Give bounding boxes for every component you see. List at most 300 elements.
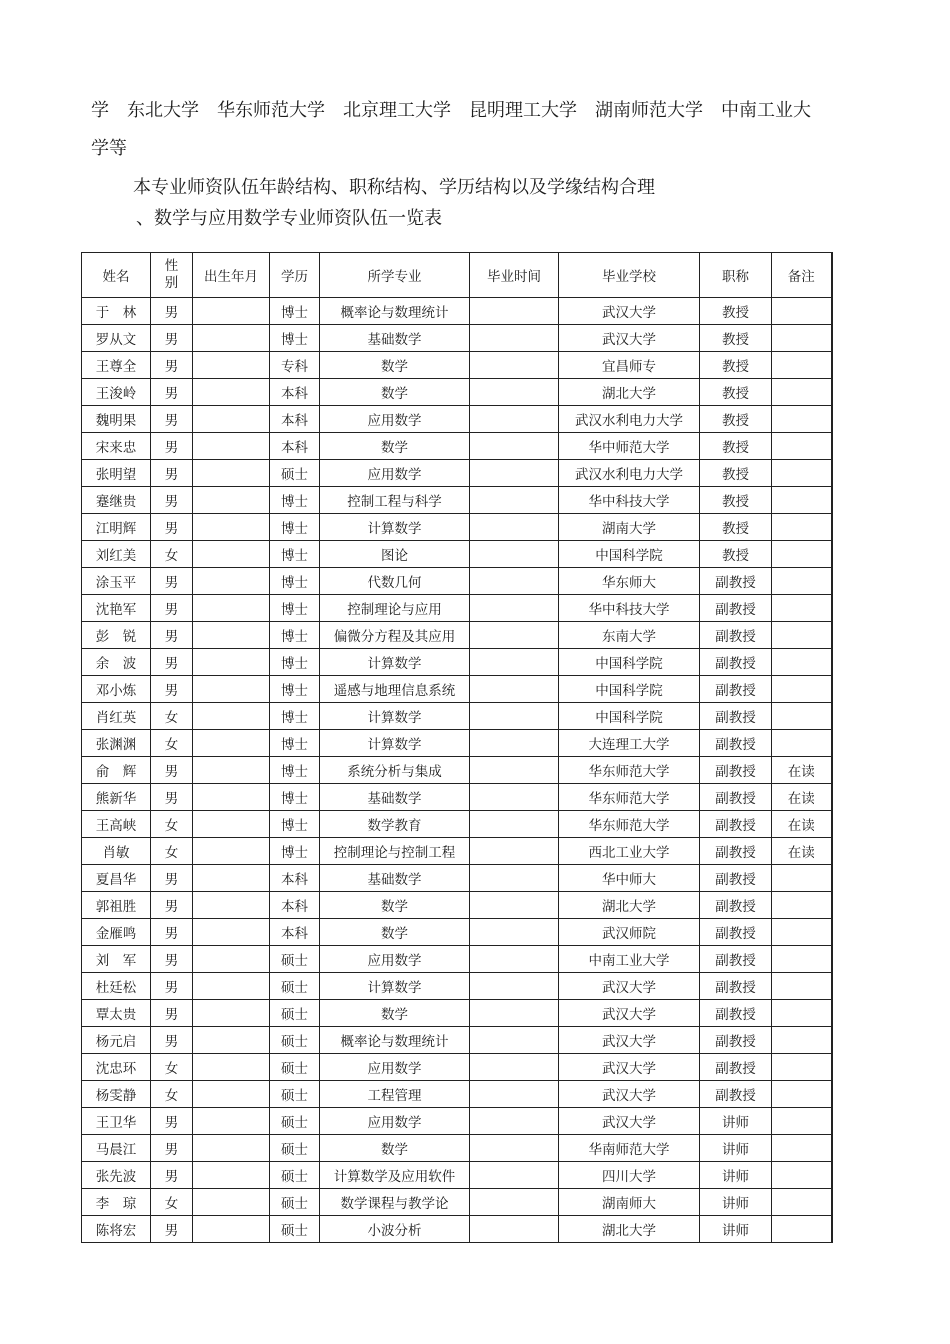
cell-major: 概率论与数理统计 bbox=[320, 1027, 470, 1054]
cell-major: 代数几何 bbox=[320, 568, 470, 595]
cell-major: 数学 bbox=[320, 352, 470, 379]
cell-graduation-time bbox=[470, 622, 559, 649]
cell-degree: 博士 bbox=[270, 784, 320, 811]
cell-degree: 硕士 bbox=[270, 460, 320, 487]
cell-graduation-time bbox=[470, 1027, 559, 1054]
cell-school: 武汉大学 bbox=[559, 1000, 700, 1027]
cell-degree: 硕士 bbox=[270, 1135, 320, 1162]
cell-name: 沈艳军 bbox=[82, 595, 151, 622]
cell-major: 遥感与地理信息系统 bbox=[320, 676, 470, 703]
cell-sex: 男 bbox=[151, 1135, 193, 1162]
cell-degree: 专科 bbox=[270, 352, 320, 379]
cell-remarks bbox=[772, 460, 832, 487]
table-row bbox=[82, 568, 832, 595]
cell-graduation-time bbox=[470, 487, 559, 514]
table-row bbox=[82, 1000, 832, 1027]
cell-sex: 男 bbox=[151, 325, 193, 352]
cell-birth bbox=[193, 1081, 270, 1108]
cell-birth bbox=[193, 1216, 270, 1243]
cell-remarks bbox=[772, 676, 832, 703]
cell-birth bbox=[193, 676, 270, 703]
table-row bbox=[82, 784, 832, 811]
cell-graduation-time bbox=[470, 541, 559, 568]
cell-school: 中国科学院 bbox=[559, 649, 700, 676]
table-row bbox=[82, 757, 832, 784]
cell-degree: 本科 bbox=[270, 433, 320, 460]
table-row bbox=[82, 379, 832, 406]
table-row bbox=[82, 838, 832, 865]
cell-school: 中国科学院 bbox=[559, 676, 700, 703]
cell-title: 副教授 bbox=[700, 1081, 772, 1108]
cell-remarks bbox=[772, 1216, 832, 1243]
cell-remarks bbox=[772, 568, 832, 595]
cell-sex: 男 bbox=[151, 865, 193, 892]
cell-school: 东南大学 bbox=[559, 622, 700, 649]
cell-degree: 本科 bbox=[270, 406, 320, 433]
cell-degree: 硕士 bbox=[270, 1162, 320, 1189]
cell-name: 马晨江 bbox=[82, 1135, 151, 1162]
cell-title: 教授 bbox=[700, 487, 772, 514]
cell-sex: 女 bbox=[151, 730, 193, 757]
cell-name: 刘 军 bbox=[82, 946, 151, 973]
cell-degree: 本科 bbox=[270, 865, 320, 892]
cell-school: 武汉水利电力大学 bbox=[559, 406, 700, 433]
cell-graduation-time bbox=[470, 730, 559, 757]
cell-degree: 硕士 bbox=[270, 946, 320, 973]
cell-sex: 男 bbox=[151, 1162, 193, 1189]
cell-school: 华东师大 bbox=[559, 568, 700, 595]
cell-school: 中国科学院 bbox=[559, 703, 700, 730]
cell-school: 武汉水利电力大学 bbox=[559, 460, 700, 487]
cell-graduation-time bbox=[470, 406, 559, 433]
cell-title: 副教授 bbox=[700, 919, 772, 946]
cell-school: 西北工业大学 bbox=[559, 838, 700, 865]
cell-major: 计算数学 bbox=[320, 730, 470, 757]
header-sex: 性别 bbox=[151, 253, 193, 298]
cell-degree: 硕士 bbox=[270, 973, 320, 1000]
cell-major: 数学 bbox=[320, 433, 470, 460]
cell-birth bbox=[193, 838, 270, 865]
cell-school: 宜昌师专 bbox=[559, 352, 700, 379]
cell-graduation-time bbox=[470, 973, 559, 1000]
cell-remarks bbox=[772, 352, 832, 379]
cell-title: 副教授 bbox=[700, 784, 772, 811]
table-row bbox=[82, 919, 832, 946]
cell-birth bbox=[193, 541, 270, 568]
cell-sex: 男 bbox=[151, 1000, 193, 1027]
cell-name: 俞 辉 bbox=[82, 757, 151, 784]
cell-degree: 硕士 bbox=[270, 1081, 320, 1108]
cell-name: 杜廷松 bbox=[82, 973, 151, 1000]
cell-degree: 硕士 bbox=[270, 1216, 320, 1243]
cell-sex: 男 bbox=[151, 676, 193, 703]
cell-graduation-time bbox=[470, 595, 559, 622]
cell-remarks bbox=[772, 1135, 832, 1162]
cell-degree: 硕士 bbox=[270, 1189, 320, 1216]
cell-major: 数学 bbox=[320, 379, 470, 406]
cell-sex: 男 bbox=[151, 298, 193, 325]
cell-sex: 女 bbox=[151, 1189, 193, 1216]
cell-sex: 男 bbox=[151, 649, 193, 676]
table-row bbox=[82, 649, 832, 676]
cell-degree: 本科 bbox=[270, 379, 320, 406]
cell-major: 应用数学 bbox=[320, 1108, 470, 1135]
table-row bbox=[82, 1054, 832, 1081]
table-row bbox=[82, 1081, 832, 1108]
header-birth: 出生年月 bbox=[193, 253, 270, 298]
cell-name: 江明辉 bbox=[82, 514, 151, 541]
cell-name: 张明望 bbox=[82, 460, 151, 487]
cell-name: 陈将宏 bbox=[82, 1216, 151, 1243]
cell-school: 武汉大学 bbox=[559, 298, 700, 325]
table-row bbox=[82, 622, 832, 649]
cell-remarks bbox=[772, 1054, 832, 1081]
table-row bbox=[82, 352, 832, 379]
cell-title: 教授 bbox=[700, 460, 772, 487]
cell-sex: 男 bbox=[151, 406, 193, 433]
cell-sex: 男 bbox=[151, 595, 193, 622]
cell-major: 系统分析与集成 bbox=[320, 757, 470, 784]
cell-degree: 博士 bbox=[270, 730, 320, 757]
table-row bbox=[82, 946, 832, 973]
header-name: 姓名 bbox=[82, 253, 151, 298]
cell-birth bbox=[193, 946, 270, 973]
cell-major: 图论 bbox=[320, 541, 470, 568]
cell-birth bbox=[193, 1108, 270, 1135]
cell-remarks bbox=[772, 298, 832, 325]
cell-title: 副教授 bbox=[700, 703, 772, 730]
cell-name: 熊新华 bbox=[82, 784, 151, 811]
cell-major: 基础数学 bbox=[320, 865, 470, 892]
cell-school: 湖北大学 bbox=[559, 892, 700, 919]
cell-title: 教授 bbox=[700, 325, 772, 352]
cell-name: 罗从文 bbox=[82, 325, 151, 352]
cell-graduation-time bbox=[470, 892, 559, 919]
cell-title: 教授 bbox=[700, 514, 772, 541]
cell-school: 华东师范大学 bbox=[559, 811, 700, 838]
cell-remarks bbox=[772, 487, 832, 514]
cell-remarks bbox=[772, 514, 832, 541]
cell-title: 副教授 bbox=[700, 730, 772, 757]
cell-school: 大连理工大学 bbox=[559, 730, 700, 757]
cell-title: 副教授 bbox=[700, 1000, 772, 1027]
table-row bbox=[82, 595, 832, 622]
cell-sex: 男 bbox=[151, 973, 193, 1000]
cell-name: 刘红美 bbox=[82, 541, 151, 568]
cell-graduation-time bbox=[470, 352, 559, 379]
cell-birth bbox=[193, 352, 270, 379]
cell-sex: 女 bbox=[151, 1054, 193, 1081]
cell-major: 控制工程与科学 bbox=[320, 487, 470, 514]
table-row bbox=[82, 541, 832, 568]
cell-school: 武汉大学 bbox=[559, 1054, 700, 1081]
cell-name: 夏昌华 bbox=[82, 865, 151, 892]
cell-birth bbox=[193, 379, 270, 406]
cell-major: 概率论与数理统计 bbox=[320, 298, 470, 325]
cell-remarks bbox=[772, 1027, 832, 1054]
cell-school: 华东师范大学 bbox=[559, 784, 700, 811]
cell-graduation-time bbox=[470, 946, 559, 973]
cell-birth bbox=[193, 325, 270, 352]
table-row bbox=[82, 325, 832, 352]
table-row bbox=[82, 703, 832, 730]
cell-name: 金雁鸣 bbox=[82, 919, 151, 946]
cell-birth bbox=[193, 1054, 270, 1081]
cell-graduation-time bbox=[470, 784, 559, 811]
cell-degree: 博士 bbox=[270, 514, 320, 541]
table-row bbox=[82, 298, 832, 325]
cell-school: 武汉大学 bbox=[559, 973, 700, 1000]
cell-school: 华中科技大学 bbox=[559, 487, 700, 514]
header-degree: 学历 bbox=[270, 253, 320, 298]
cell-major: 数学教育 bbox=[320, 811, 470, 838]
cell-title: 副教授 bbox=[700, 946, 772, 973]
cell-degree: 硕士 bbox=[270, 1054, 320, 1081]
cell-remarks bbox=[772, 703, 832, 730]
intro-line-continued: 学等 bbox=[91, 138, 127, 159]
cell-remarks bbox=[772, 406, 832, 433]
cell-name: 王高峡 bbox=[82, 811, 151, 838]
cell-school: 华中师范大学 bbox=[559, 433, 700, 460]
header-graduation-time: 毕业时间 bbox=[470, 253, 559, 298]
cell-major: 偏微分方程及其应用 bbox=[320, 622, 470, 649]
cell-degree: 博士 bbox=[270, 703, 320, 730]
cell-name: 杨雯静 bbox=[82, 1081, 151, 1108]
cell-major: 应用数学 bbox=[320, 946, 470, 973]
cell-title: 副教授 bbox=[700, 892, 772, 919]
cell-title: 副教授 bbox=[700, 676, 772, 703]
cell-name: 余 波 bbox=[82, 649, 151, 676]
cell-sex: 男 bbox=[151, 487, 193, 514]
cell-title: 副教授 bbox=[700, 865, 772, 892]
table-header-row bbox=[82, 253, 832, 298]
table-row bbox=[82, 865, 832, 892]
cell-major: 工程管理 bbox=[320, 1081, 470, 1108]
cell-remarks bbox=[772, 595, 832, 622]
cell-graduation-time bbox=[470, 514, 559, 541]
cell-major: 控制理论与应用 bbox=[320, 595, 470, 622]
cell-school: 武汉大学 bbox=[559, 325, 700, 352]
table-row bbox=[82, 514, 832, 541]
cell-title: 讲师 bbox=[700, 1135, 772, 1162]
cell-major: 数学课程与教学论 bbox=[320, 1189, 470, 1216]
cell-remarks: 在读 bbox=[772, 838, 832, 865]
cell-title: 教授 bbox=[700, 379, 772, 406]
cell-sex: 男 bbox=[151, 892, 193, 919]
cell-name: 李 琼 bbox=[82, 1189, 151, 1216]
cell-title: 教授 bbox=[700, 433, 772, 460]
cell-remarks: 在读 bbox=[772, 784, 832, 811]
table-row bbox=[82, 973, 832, 1000]
cell-graduation-time bbox=[470, 1054, 559, 1081]
cell-degree: 博士 bbox=[270, 541, 320, 568]
table-row bbox=[82, 676, 832, 703]
cell-remarks bbox=[772, 1000, 832, 1027]
cell-remarks bbox=[772, 919, 832, 946]
cell-name: 蹇继贵 bbox=[82, 487, 151, 514]
cell-birth bbox=[193, 1189, 270, 1216]
structure-statement: 本专业师资队伍年龄结构、职称结构、学历结构以及学缘结构合理 bbox=[133, 177, 655, 198]
cell-school: 中国科学院 bbox=[559, 541, 700, 568]
cell-major: 计算数学 bbox=[320, 649, 470, 676]
cell-birth bbox=[193, 433, 270, 460]
cell-remarks: 在读 bbox=[772, 811, 832, 838]
cell-degree: 博士 bbox=[270, 568, 320, 595]
cell-remarks bbox=[772, 379, 832, 406]
cell-sex: 男 bbox=[151, 514, 193, 541]
cell-birth bbox=[193, 1000, 270, 1027]
cell-major: 计算数学 bbox=[320, 703, 470, 730]
cell-birth bbox=[193, 406, 270, 433]
cell-birth bbox=[193, 514, 270, 541]
cell-graduation-time bbox=[470, 1135, 559, 1162]
cell-school: 武汉大学 bbox=[559, 1108, 700, 1135]
cell-title: 讲师 bbox=[700, 1162, 772, 1189]
cell-title: 教授 bbox=[700, 541, 772, 568]
cell-birth bbox=[193, 568, 270, 595]
cell-graduation-time bbox=[470, 325, 559, 352]
cell-major: 基础数学 bbox=[320, 325, 470, 352]
cell-graduation-time bbox=[470, 811, 559, 838]
cell-sex: 男 bbox=[151, 460, 193, 487]
table-row bbox=[82, 460, 832, 487]
cell-major: 数学 bbox=[320, 1135, 470, 1162]
cell-major: 数学 bbox=[320, 1000, 470, 1027]
table-row bbox=[82, 1135, 832, 1162]
cell-name: 涂玉平 bbox=[82, 568, 151, 595]
cell-title: 副教授 bbox=[700, 757, 772, 784]
table-row bbox=[82, 730, 832, 757]
cell-major: 应用数学 bbox=[320, 1054, 470, 1081]
cell-major: 基础数学 bbox=[320, 784, 470, 811]
cell-remarks bbox=[772, 973, 832, 1000]
cell-sex: 男 bbox=[151, 352, 193, 379]
cell-sex: 男 bbox=[151, 784, 193, 811]
cell-degree: 博士 bbox=[270, 811, 320, 838]
cell-title: 副教授 bbox=[700, 1027, 772, 1054]
cell-remarks bbox=[772, 649, 832, 676]
cell-degree: 博士 bbox=[270, 487, 320, 514]
cell-birth bbox=[193, 865, 270, 892]
header-title: 职称 bbox=[700, 253, 772, 298]
cell-name: 宋来忠 bbox=[82, 433, 151, 460]
cell-remarks bbox=[772, 892, 832, 919]
cell-sex: 男 bbox=[151, 1216, 193, 1243]
cell-title: 讲师 bbox=[700, 1189, 772, 1216]
cell-major: 应用数学 bbox=[320, 460, 470, 487]
header-major: 所学专业 bbox=[320, 253, 470, 298]
cell-graduation-time bbox=[470, 865, 559, 892]
cell-sex: 女 bbox=[151, 811, 193, 838]
table-title: 、数学与应用数学专业师资队伍一览表 bbox=[136, 208, 442, 229]
cell-degree: 硕士 bbox=[270, 1000, 320, 1027]
cell-title: 副教授 bbox=[700, 595, 772, 622]
cell-degree: 博士 bbox=[270, 649, 320, 676]
cell-remarks bbox=[772, 730, 832, 757]
cell-graduation-time bbox=[470, 460, 559, 487]
cell-degree: 博士 bbox=[270, 622, 320, 649]
cell-graduation-time bbox=[470, 838, 559, 865]
cell-school: 湖南师大 bbox=[559, 1189, 700, 1216]
cell-title: 副教授 bbox=[700, 1054, 772, 1081]
table-row bbox=[82, 433, 832, 460]
table-row bbox=[82, 1189, 832, 1216]
table-row bbox=[82, 1162, 832, 1189]
cell-graduation-time bbox=[470, 649, 559, 676]
cell-graduation-time bbox=[470, 1108, 559, 1135]
cell-major: 数学 bbox=[320, 919, 470, 946]
cell-birth bbox=[193, 703, 270, 730]
cell-sex: 男 bbox=[151, 568, 193, 595]
cell-birth bbox=[193, 595, 270, 622]
cell-degree: 硕士 bbox=[270, 1108, 320, 1135]
cell-name: 肖红英 bbox=[82, 703, 151, 730]
cell-school: 中南工业大学 bbox=[559, 946, 700, 973]
table-row bbox=[82, 811, 832, 838]
cell-major: 数学 bbox=[320, 892, 470, 919]
cell-sex: 女 bbox=[151, 703, 193, 730]
cell-birth bbox=[193, 892, 270, 919]
cell-major: 控制理论与控制工程 bbox=[320, 838, 470, 865]
table-row bbox=[82, 1108, 832, 1135]
cell-sex: 男 bbox=[151, 1027, 193, 1054]
cell-name: 郭祖胜 bbox=[82, 892, 151, 919]
table-row bbox=[82, 406, 832, 433]
cell-birth bbox=[193, 460, 270, 487]
cell-graduation-time bbox=[470, 1216, 559, 1243]
cell-remarks bbox=[772, 1081, 832, 1108]
cell-name: 杨元启 bbox=[82, 1027, 151, 1054]
cell-major: 计算数学 bbox=[320, 973, 470, 1000]
cell-graduation-time bbox=[470, 379, 559, 406]
cell-name: 覃太贵 bbox=[82, 1000, 151, 1027]
cell-birth bbox=[193, 487, 270, 514]
cell-name: 于 林 bbox=[82, 298, 151, 325]
cell-school: 华南师范大学 bbox=[559, 1135, 700, 1162]
cell-title: 副教授 bbox=[700, 622, 772, 649]
cell-title: 教授 bbox=[700, 406, 772, 433]
cell-title: 副教授 bbox=[700, 838, 772, 865]
cell-school: 四川大学 bbox=[559, 1162, 700, 1189]
cell-school: 华中科技大学 bbox=[559, 595, 700, 622]
cell-graduation-time bbox=[470, 676, 559, 703]
cell-title: 副教授 bbox=[700, 973, 772, 1000]
cell-degree: 博士 bbox=[270, 676, 320, 703]
cell-school: 华东师范大学 bbox=[559, 757, 700, 784]
cell-remarks bbox=[772, 622, 832, 649]
cell-school: 华中师大 bbox=[559, 865, 700, 892]
cell-birth bbox=[193, 1162, 270, 1189]
cell-graduation-time bbox=[470, 568, 559, 595]
cell-major: 应用数学 bbox=[320, 406, 470, 433]
table-row bbox=[82, 1027, 832, 1054]
cell-name: 张先波 bbox=[82, 1162, 151, 1189]
cell-name: 肖敏 bbox=[82, 838, 151, 865]
cell-graduation-time bbox=[470, 1189, 559, 1216]
cell-sex: 男 bbox=[151, 757, 193, 784]
cell-birth bbox=[193, 730, 270, 757]
cell-birth bbox=[193, 811, 270, 838]
cell-birth bbox=[193, 784, 270, 811]
cell-graduation-time bbox=[470, 1162, 559, 1189]
cell-remarks bbox=[772, 1189, 832, 1216]
cell-title: 讲师 bbox=[700, 1108, 772, 1135]
cell-birth bbox=[193, 298, 270, 325]
cell-remarks bbox=[772, 541, 832, 568]
cell-birth bbox=[193, 649, 270, 676]
cell-sex: 男 bbox=[151, 1108, 193, 1135]
cell-degree: 博士 bbox=[270, 838, 320, 865]
